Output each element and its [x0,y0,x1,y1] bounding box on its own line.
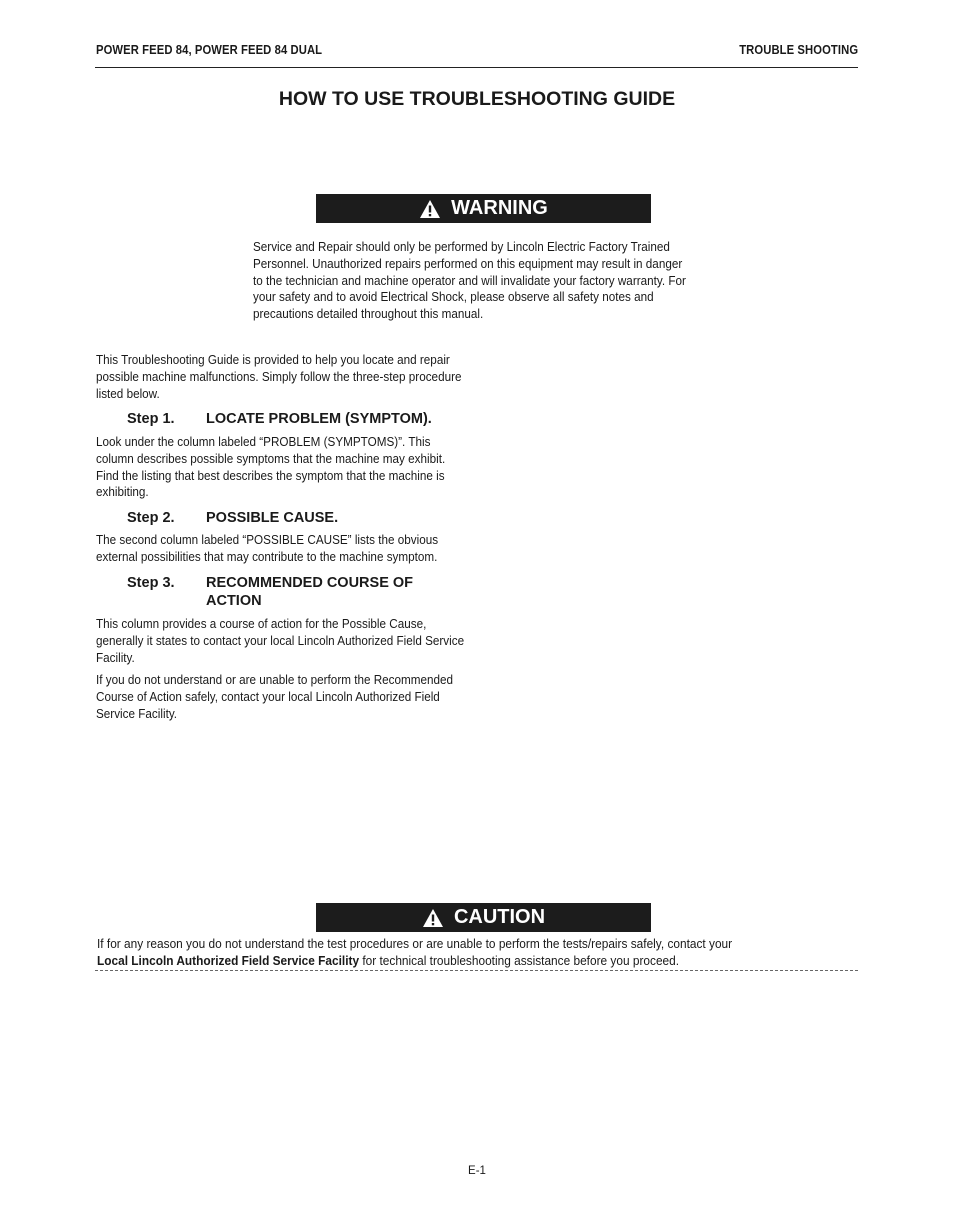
step-3-label: RECOMMENDED COURSE OF ACTION [206,575,414,609]
intro-paragraph: This Troubleshooting Guide is provided to help you locate and repair possible machine malfunctions. Simply follow the three-step procedure listed below. [96,352,462,401]
caution-text [97,935,858,969]
step-2-number: Step 2. [127,510,175,526]
page-title: HOW TO USE TROUBLESHOOTING GUIDE [278,88,676,110]
step-2-label: POSSIBLE CAUSE. [206,510,339,526]
header-right: TROUBLE SHOOTING [739,43,858,57]
warning-label: WARNING [451,197,548,219]
caution-text-after: for technical troubleshooting assistance before you proceed. [359,953,680,968]
step-3-text: This column provides a course of action for the Possible Cause, generally it states to contact your local Lincoln Authorized Field Service Facility. [96,616,465,665]
closing-paragraph: If you do not understand or are unable to perform the Recommended Course of Action safely, contact your local Lincoln Authorized Field Service Facility. [96,672,454,721]
caution-label: CAUTION [453,906,546,928]
caution-text-bold: Local Lincoln Authorized Field Service Facility [97,953,360,968]
caution-text-before: If for any reason you do not understand the test procedures or are unable to perform the tests/repairs safely, contact your [97,936,733,951]
warning-banner [316,194,651,223]
step-1-label: LOCATE PROBLEM (SYMPTOM). [206,411,432,427]
header-rule [95,67,858,68]
header-left: POWER FEED 84, POWER FEED 84 DUAL [96,43,323,57]
step-1-number: Step 1. [127,411,175,427]
dashed-divider [95,970,858,971]
step-3-number: Step 3. [127,575,175,591]
warning-triangle-icon [422,908,444,928]
step-1-text: Look under the column labeled “PROBLEM (SYMPTOMS)”. This column describes possible symptoms that the machine may exhibit. Find the listing that best describes the symptom that the machine is exhibiting. [96,434,446,500]
warning-triangle-icon [419,199,441,219]
step-2-text: The second column labeled “POSSIBLE CAUSE” lists the obvious external possibilities that may contribute to the machine symptom. [96,532,439,564]
page-number: E-1 [468,1165,486,1177]
caution-banner [316,903,651,932]
warning-text: Service and Repair should only be performed by Lincoln Electric Factory Trained Personnel. Unauthorized repairs performed on this equipment may result in danger to the technician and machine operator and will invalidate your factory warranty. For your safety and to avoid Electrical Shock, please observe all safety notes and precautions detailed throughout this manual. [253,239,686,322]
